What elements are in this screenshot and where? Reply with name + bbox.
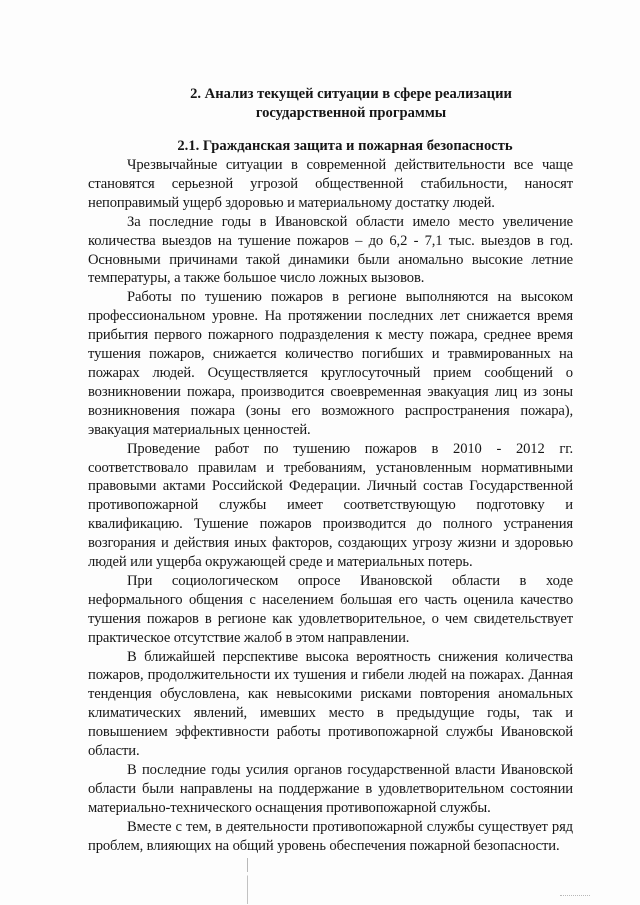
subsection-title: 2.1. Гражданская защита и пожарная безопасность — [177, 138, 513, 154]
paragraph-regulations: Проведение работ по тушению пожаров в 2010 - 2012 гг. соответствовало правилам и требованиям, установленным нормативными правовыми актами Российской Федерации. Личный состав Государственной противопожарной службы имеет соответствующую подготовку и квалификацию. Тушение пожаров производится до полного устранения возгорания и действия иных факторов, создающих угрозу жизни и здоровью людей или ущерба окружающей среде и материальных потерь. — [88, 440, 573, 571]
section-title — [100, 85, 602, 123]
scan-artifact-line — [247, 858, 248, 904]
body-text — [88, 156, 573, 856]
paragraph-survey: При социологическом опросе Ивановской области в ходе неформального общения с населением большая его часть оценила качество тушения пожаров в регионе как удовлетворительное, о чем свидетельствует практическое отсутствие жалоб в этом направлении. — [88, 572, 573, 646]
paragraph-government-efforts: В последние годы усилия органов государственной власти Ивановской области были направлены на поддержание в удовлетворительном состоянии материально-технического оснащения противопожарной службы. — [88, 762, 573, 816]
section-title-line-2: государственной программы — [255, 105, 447, 121]
scan-artifact-dots — [560, 895, 590, 897]
paragraph-problems: Вместе с тем, в деятельности противопожарной службы существует ряд проблем, влияющих на общий уровень обеспечения пожарной безопасности. — [88, 818, 573, 854]
paragraph-emergencies: Чрезвычайные ситуации в современной действительности все чаще становятся серьезной угрозой общественной стабильности, наносят непоправимый ущерб здоровью и материальному достатку людей. — [88, 157, 573, 211]
section-title-line-1: 2. Анализ текущей ситуации в сфере реализации — [190, 86, 512, 102]
paragraph-outlook: В ближайшей перспективе высока вероятность снижения количества пожаров, продолжительности их тушения и гибели людей на пожарах. Данная тенденция обусловлена, как невысокими рисками повторения аномальных климатических явлений, имевших место в предыдущие годы, так и повышением эффективности работы противопожарной службы Ивановской области. — [88, 648, 573, 760]
paragraph-fire-calls: За последние годы в Ивановской области имело место увеличение количества выездов на тушение пожаров – до 6,2 - 7,1 тыс. выездов в год. Основными причинами такой динамики были аномально высокие летние температуры, а также большое число ложных вызовов. — [88, 213, 573, 287]
paragraph-firefighting-quality: Работы по тушению пожаров в регионе выполняются на высоком профессиональном уровне. На протяжении последних лет снижается время прибытия первого пожарного подразделения к месту пожара, среднее время тушения пожаров, снижается количество погибших и травмированных на пожарах людей. Осуществляется круглосуточный прием сообщений о возникновении пожара, производится своевременная эвакуация лиц из зоны возникновения пожара (зоны его возможного распространения пожара), эвакуация материальных ценностей. — [88, 289, 573, 438]
